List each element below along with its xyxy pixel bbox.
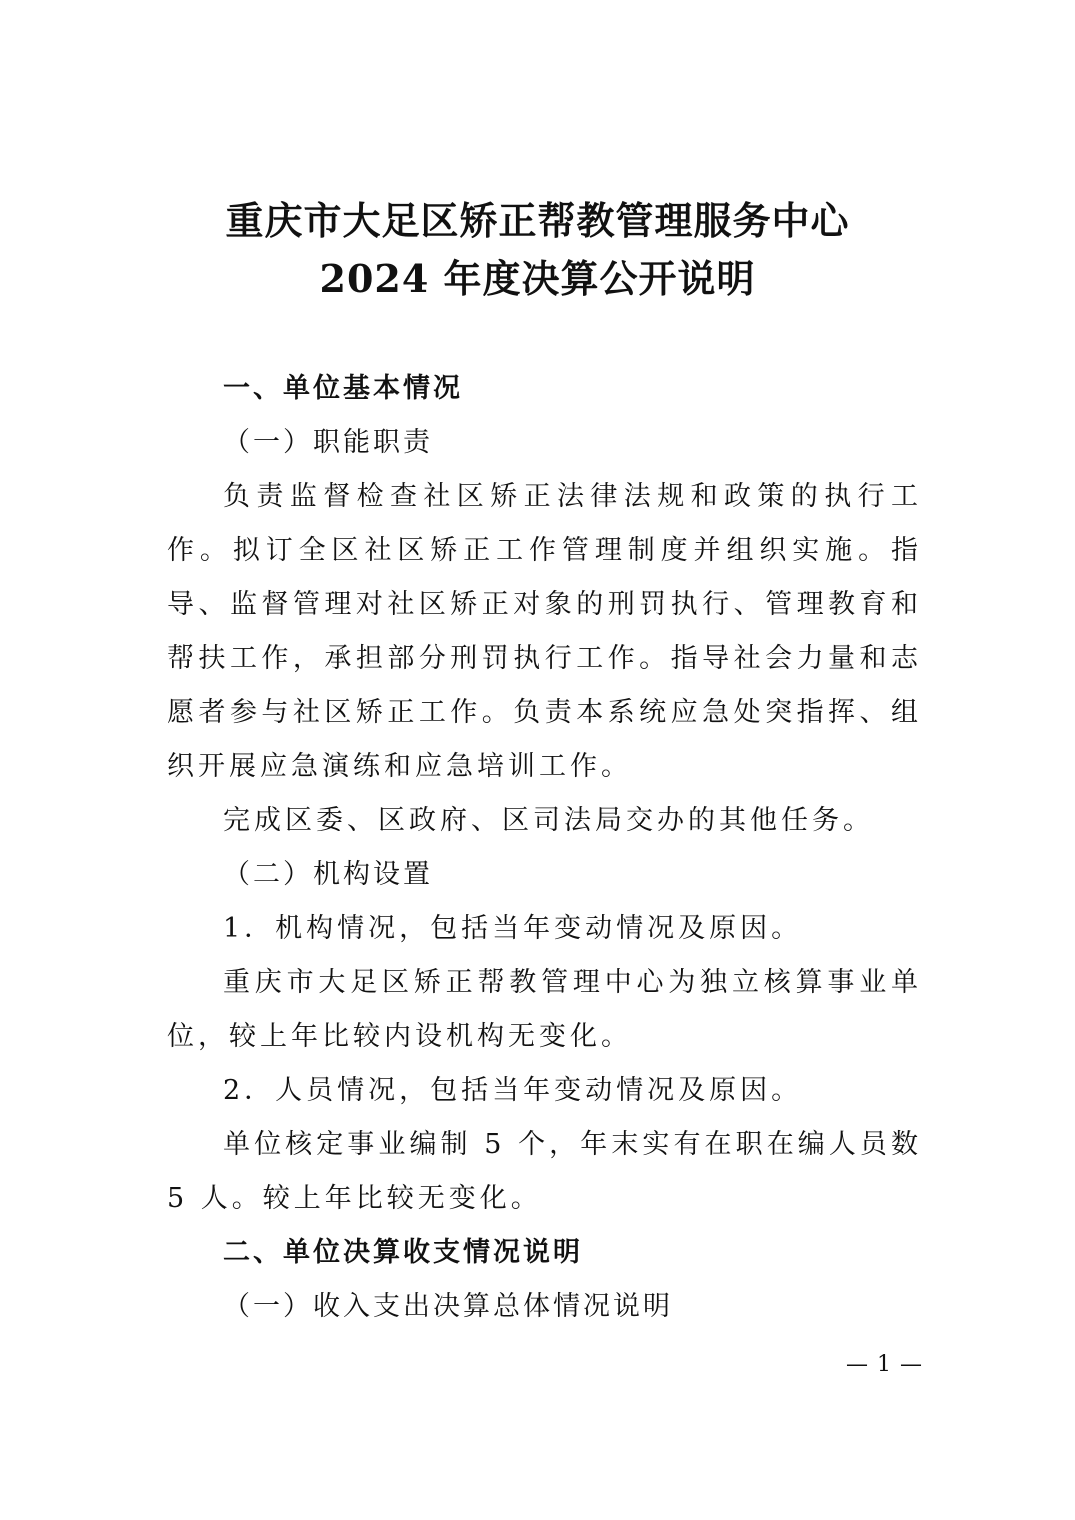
paragraph-other-tasks: 完成区委、区政府、区司法局交办的其他任务。 [223, 805, 874, 836]
paragraph-organization: 重庆市大足区矫正帮教管理中心为独立核算事业单位，较上年比较内设机构无变化。 [167, 967, 922, 1052]
subsection-heading-income-expense: （一）收入支出决算总体情况说明 [223, 1291, 673, 1322]
title-line-2: 2024 年度决算公开说明 [319, 256, 756, 301]
document-title [0, 192, 1075, 308]
subsection-heading-organization: （二）机构设置 [223, 859, 433, 890]
paragraph-staff: 单位核定事业编制 5 个，年末实有在职在编人员数 5 人。较上年比较无变化。 [167, 1129, 922, 1214]
list-item-organization: 1．机构情况，包括当年变动情况及原因。 [223, 913, 803, 944]
list-item-staff: 2．人员情况，包括当年变动情况及原因。 [223, 1075, 803, 1106]
section-heading-budget: 二、单位决算收支情况说明 [223, 1237, 583, 1268]
section-heading-basic-info: 一、单位基本情况 [223, 373, 463, 404]
subsection-heading-duties: （一）职能职责 [223, 427, 433, 458]
page-number: — 1 — [846, 1352, 923, 1377]
document-body [167, 362, 922, 1334]
paragraph-duties: 负责监督检查社区矫正法律法规和政策的执行工作。拟订全区社区矫正工作管理制度并组织实施。指导、监督管理对社区矫正对象的刑罚执行、管理教育和帮扶工作，承担部分刑罚执行工作。指导社会力量和志愿者参与社区矫正工作。负责本系统应急处突指挥、组织开展应急演练和应急培训工作。 [167, 481, 922, 782]
title-line-1: 重庆市大足区矫正帮教管理服务中心 [225, 198, 850, 243]
